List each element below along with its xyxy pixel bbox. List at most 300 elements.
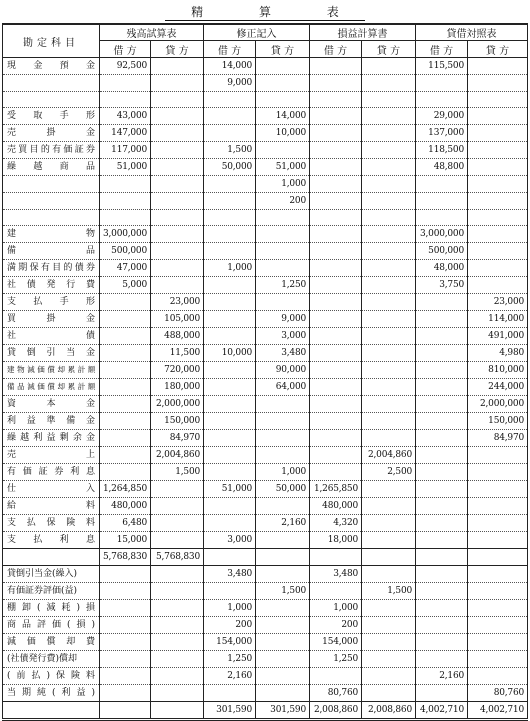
bs-credit-cell xyxy=(468,498,528,515)
is-credit-cell xyxy=(362,328,416,345)
bs-debit-cell xyxy=(416,396,468,413)
bs-credit-cell xyxy=(468,651,528,668)
table-row xyxy=(3,92,528,108)
bs-credit-cell: 491,000 xyxy=(468,328,528,345)
is-debit-cell xyxy=(310,277,362,294)
adj-credit-cell xyxy=(256,294,310,311)
adj-debit-cell: 2,160 xyxy=(204,668,256,685)
account-name-cell: 給料 xyxy=(3,498,100,515)
is-debit-cell xyxy=(310,345,362,362)
adj-credit-cell: 51,000 xyxy=(256,159,310,176)
adj-debit-cell xyxy=(204,379,256,396)
credit-header: 貸 方 xyxy=(151,41,204,58)
credit-header: 貸 方 xyxy=(468,41,528,58)
tb-debit-cell: 6,480 xyxy=(100,515,151,532)
is-credit-cell: 2,004,860 xyxy=(362,447,416,464)
is-credit-cell xyxy=(362,549,416,566)
table-row xyxy=(3,243,528,260)
tb-debit-cell xyxy=(100,634,151,651)
adj-debit-cell: 50,000 xyxy=(204,159,256,176)
bs-credit-cell xyxy=(468,92,528,108)
account-name-cell: 現金預金 xyxy=(3,58,100,75)
bs-credit-cell: 4,002,710 xyxy=(468,702,528,720)
bs-credit-cell xyxy=(468,58,528,75)
tb-debit-cell xyxy=(100,447,151,464)
is-debit-cell xyxy=(310,260,362,277)
account-name-cell: 棚卸(減耗)損 xyxy=(3,600,100,617)
table-row xyxy=(3,685,528,702)
is-credit-cell xyxy=(362,345,416,362)
tb-credit-cell xyxy=(151,651,204,668)
adj-debit-cell: 200 xyxy=(204,617,256,634)
adj-credit-cell xyxy=(256,532,310,549)
adj-debit-cell: 1,250 xyxy=(204,651,256,668)
is-credit-cell xyxy=(362,176,416,193)
adj-debit-cell: 10,000 xyxy=(204,345,256,362)
tb-credit-cell xyxy=(151,668,204,685)
tb-credit-cell xyxy=(151,176,204,193)
tb-credit-cell xyxy=(151,125,204,142)
account-name-cell: 仕入 xyxy=(3,481,100,498)
tb-debit-cell: 3,000,000 xyxy=(100,226,151,243)
adj-credit-cell xyxy=(256,566,310,583)
adj-debit-cell xyxy=(204,210,256,226)
debit-header: 借 方 xyxy=(204,41,256,58)
bs-credit-cell xyxy=(468,260,528,277)
is-debit-cell xyxy=(310,447,362,464)
adj-credit-cell xyxy=(256,210,310,226)
account-name-cell: 繰越利益剰余金 xyxy=(3,430,100,447)
account-name-cell: 買掛金 xyxy=(3,311,100,328)
table-row xyxy=(3,108,528,125)
account-name-cell xyxy=(3,549,100,566)
table-row xyxy=(3,142,528,159)
table-row xyxy=(3,75,528,92)
adj-credit-cell: 14,000 xyxy=(256,108,310,125)
is-debit-cell: 18,000 xyxy=(310,532,362,549)
tb-debit-cell xyxy=(100,75,151,92)
is-credit-cell xyxy=(362,58,416,75)
bs-debit-cell xyxy=(416,311,468,328)
is-credit-cell xyxy=(362,311,416,328)
tb-debit-cell xyxy=(100,413,151,430)
is-credit-cell xyxy=(362,532,416,549)
table-row xyxy=(3,651,528,668)
is-credit-cell xyxy=(362,226,416,243)
is-debit-cell: 80,760 xyxy=(310,685,362,702)
account-name-cell: 繰越商品 xyxy=(3,159,100,176)
table-row xyxy=(3,396,528,413)
bs-credit-cell xyxy=(468,515,528,532)
adj-credit-cell xyxy=(256,75,310,92)
tb-credit-cell xyxy=(151,226,204,243)
bs-credit-cell xyxy=(468,193,528,210)
income-statement-header: 損益計算書 xyxy=(310,24,416,41)
account-name-cell: 備品減価償却累計額 xyxy=(3,379,100,396)
table-row xyxy=(3,125,528,142)
account-name-cell: (前払)保険料 xyxy=(3,668,100,685)
bs-debit-cell xyxy=(416,92,468,108)
bs-credit-cell xyxy=(468,142,528,159)
bs-credit-cell: 244,000 xyxy=(468,379,528,396)
bs-credit-cell xyxy=(468,108,528,125)
adj-debit-cell xyxy=(204,193,256,210)
adj-credit-cell xyxy=(256,92,310,108)
tb-credit-cell: 180,000 xyxy=(151,379,204,396)
tb-debit-cell xyxy=(100,617,151,634)
is-credit-cell: 2,008,860 xyxy=(362,702,416,720)
bs-debit-cell xyxy=(416,583,468,600)
is-credit-cell xyxy=(362,277,416,294)
tb-credit-cell xyxy=(151,142,204,159)
bs-debit-cell xyxy=(416,210,468,226)
adj-credit-cell: 90,000 xyxy=(256,362,310,379)
tb-credit-cell: 150,000 xyxy=(151,413,204,430)
bs-debit-cell: 115,500 xyxy=(416,58,468,75)
adj-debit-cell xyxy=(204,498,256,515)
tb-credit-cell: 105,000 xyxy=(151,311,204,328)
tb-debit-cell xyxy=(100,600,151,617)
tb-credit-cell xyxy=(151,481,204,498)
tb-debit-cell: 47,000 xyxy=(100,260,151,277)
bs-credit-cell xyxy=(468,243,528,260)
adj-debit-cell xyxy=(204,294,256,311)
is-debit-cell xyxy=(310,92,362,108)
tb-debit-cell xyxy=(100,294,151,311)
tb-credit-cell xyxy=(151,210,204,226)
adj-credit-cell xyxy=(256,651,310,668)
is-debit-cell xyxy=(310,362,362,379)
adj-credit-cell: 2,160 xyxy=(256,515,310,532)
bs-credit-cell xyxy=(468,125,528,142)
table-row xyxy=(3,549,528,566)
adj-debit-cell xyxy=(204,515,256,532)
account-name-cell: 売買目的有価証券 xyxy=(3,142,100,159)
is-debit-cell: 2,008,860 xyxy=(310,702,362,720)
bs-debit-cell xyxy=(416,379,468,396)
adj-debit-cell xyxy=(204,226,256,243)
table-row xyxy=(3,498,528,515)
is-credit-cell xyxy=(362,260,416,277)
is-credit-cell xyxy=(362,566,416,583)
bs-debit-cell: 48,800 xyxy=(416,159,468,176)
tb-debit-cell xyxy=(100,362,151,379)
bs-debit-cell xyxy=(416,447,468,464)
is-debit-cell: 1,000 xyxy=(310,600,362,617)
bs-debit-cell xyxy=(416,651,468,668)
bs-credit-cell: 150,000 xyxy=(468,413,528,430)
adj-credit-cell: 301,590 xyxy=(256,702,310,720)
debit-header: 借 方 xyxy=(100,41,151,58)
adj-credit-cell: 1,000 xyxy=(256,176,310,193)
is-credit-cell xyxy=(362,294,416,311)
is-debit-cell xyxy=(310,193,362,210)
adj-debit-cell xyxy=(204,396,256,413)
adj-debit-cell xyxy=(204,311,256,328)
bs-debit-cell xyxy=(416,362,468,379)
tb-credit-cell xyxy=(151,532,204,549)
tb-credit-cell xyxy=(151,600,204,617)
bs-debit-cell xyxy=(416,176,468,193)
tb-credit-cell: 488,000 xyxy=(151,328,204,345)
bs-credit-cell: 810,000 xyxy=(468,362,528,379)
adj-credit-cell: 200 xyxy=(256,193,310,210)
table-row xyxy=(3,260,528,277)
adj-credit-cell xyxy=(256,430,310,447)
is-credit-cell: 1,500 xyxy=(362,583,416,600)
tb-debit-cell xyxy=(100,430,151,447)
is-credit-cell xyxy=(362,685,416,702)
bs-credit-cell xyxy=(468,634,528,651)
bs-credit-cell xyxy=(468,481,528,498)
is-credit-cell xyxy=(362,243,416,260)
is-debit-cell xyxy=(310,413,362,430)
bs-debit-cell xyxy=(416,464,468,481)
bs-debit-cell xyxy=(416,566,468,583)
account-name-cell: 支払保険料 xyxy=(3,515,100,532)
is-credit-cell xyxy=(362,668,416,685)
tb-debit-cell: 1,264,850 xyxy=(100,481,151,498)
tb-credit-cell xyxy=(151,498,204,515)
trial-balance-header: 残高試算表 xyxy=(100,24,204,41)
bs-credit-cell xyxy=(468,226,528,243)
adj-credit-cell: 9,000 xyxy=(256,311,310,328)
tb-credit-cell xyxy=(151,685,204,702)
tb-debit-cell: 500,000 xyxy=(100,243,151,260)
is-credit-cell xyxy=(362,396,416,413)
adj-debit-cell xyxy=(204,362,256,379)
bs-credit-cell xyxy=(468,566,528,583)
bs-debit-cell: 500,000 xyxy=(416,243,468,260)
bs-debit-cell xyxy=(416,75,468,92)
table-row xyxy=(3,176,528,193)
account-name-cell xyxy=(3,75,100,92)
adj-credit-cell: 1,500 xyxy=(256,583,310,600)
is-debit-cell: 1,250 xyxy=(310,651,362,668)
adj-credit-cell: 3,480 xyxy=(256,345,310,362)
adj-credit-cell xyxy=(256,396,310,413)
is-credit-cell xyxy=(362,193,416,210)
tb-credit-cell xyxy=(151,260,204,277)
tb-credit-cell xyxy=(151,58,204,75)
adj-credit-cell: 3,000 xyxy=(256,328,310,345)
tb-credit-cell xyxy=(151,243,204,260)
bs-credit-cell xyxy=(468,447,528,464)
bs-credit-cell: 84,970 xyxy=(468,430,528,447)
account-name-cell: 貸倒引当金(繰入) xyxy=(3,566,100,583)
is-debit-cell xyxy=(310,549,362,566)
tb-credit-cell xyxy=(151,75,204,92)
adj-debit-cell xyxy=(204,549,256,566)
adj-credit-cell xyxy=(256,260,310,277)
is-credit-cell xyxy=(362,515,416,532)
table-row xyxy=(3,464,528,481)
adj-credit-cell xyxy=(256,668,310,685)
is-debit-cell: 154,000 xyxy=(310,634,362,651)
adj-debit-cell xyxy=(204,125,256,142)
is-credit-cell xyxy=(362,362,416,379)
is-credit-cell xyxy=(362,498,416,515)
table-row xyxy=(3,311,528,328)
tb-debit-cell: 117,000 xyxy=(100,142,151,159)
is-debit-cell xyxy=(310,243,362,260)
bs-debit-cell xyxy=(416,345,468,362)
account-name-cell xyxy=(3,702,100,720)
bs-credit-cell xyxy=(468,549,528,566)
is-credit-cell xyxy=(362,481,416,498)
tb-debit-cell xyxy=(100,92,151,108)
bs-credit-cell xyxy=(468,532,528,549)
tb-credit-cell xyxy=(151,515,204,532)
bs-debit-cell xyxy=(416,413,468,430)
adj-debit-cell xyxy=(204,328,256,345)
is-debit-cell xyxy=(310,108,362,125)
tb-credit-cell: 11,500 xyxy=(151,345,204,362)
account-name-cell: (社債発行費)償却 xyxy=(3,651,100,668)
adj-credit-cell: 50,000 xyxy=(256,481,310,498)
bs-debit-cell xyxy=(416,328,468,345)
is-credit-cell: 2,500 xyxy=(362,464,416,481)
tb-debit-cell: 15,000 xyxy=(100,532,151,549)
table-row xyxy=(3,617,528,634)
tb-debit-cell: 43,000 xyxy=(100,108,151,125)
bs-debit-cell: 29,000 xyxy=(416,108,468,125)
account-name-cell: 貸倒引当金 xyxy=(3,345,100,362)
tb-credit-cell: 1,500 xyxy=(151,464,204,481)
adj-credit-cell: 10,000 xyxy=(256,125,310,142)
table-row xyxy=(3,226,528,243)
is-debit-cell xyxy=(310,396,362,413)
bs-debit-cell xyxy=(416,549,468,566)
adj-debit-cell: 3,480 xyxy=(204,566,256,583)
table-row xyxy=(3,634,528,651)
table-row xyxy=(3,566,528,583)
bs-debit-cell: 4,002,710 xyxy=(416,702,468,720)
tb-credit-cell xyxy=(151,583,204,600)
table-row xyxy=(3,328,528,345)
is-debit-cell xyxy=(310,58,362,75)
is-debit-cell xyxy=(310,379,362,396)
is-debit-cell: 1,265,850 xyxy=(310,481,362,498)
tb-debit-cell xyxy=(100,345,151,362)
table-row xyxy=(3,447,528,464)
header-group-row xyxy=(3,24,528,41)
adj-credit-cell: 1,000 xyxy=(256,464,310,481)
is-credit-cell xyxy=(362,210,416,226)
account-name-cell xyxy=(3,210,100,226)
adj-debit-cell: 51,000 xyxy=(204,481,256,498)
is-credit-cell xyxy=(362,159,416,176)
is-credit-cell xyxy=(362,75,416,92)
adj-debit-cell xyxy=(204,583,256,600)
is-credit-cell xyxy=(362,379,416,396)
account-name-cell: 利益準備金 xyxy=(3,413,100,430)
adj-debit-cell xyxy=(204,464,256,481)
tb-credit-cell: 84,970 xyxy=(151,430,204,447)
is-debit-cell xyxy=(310,668,362,685)
bs-debit-cell: 3,000,000 xyxy=(416,226,468,243)
tb-credit-cell: 5,768,830 xyxy=(151,549,204,566)
is-debit-cell xyxy=(310,226,362,243)
tb-debit-cell: 147,000 xyxy=(100,125,151,142)
table-row xyxy=(3,379,528,396)
balance-sheet-header: 貸借対照表 xyxy=(416,24,528,41)
tb-debit-cell xyxy=(100,176,151,193)
adj-debit-cell xyxy=(204,447,256,464)
is-debit-cell xyxy=(310,583,362,600)
adj-credit-cell xyxy=(256,617,310,634)
table-row xyxy=(3,159,528,176)
account-name-cell: 減価償却費 xyxy=(3,634,100,651)
bs-debit-cell xyxy=(416,617,468,634)
table-row xyxy=(3,210,528,226)
is-credit-cell xyxy=(362,413,416,430)
tb-debit-cell xyxy=(100,210,151,226)
adj-credit-cell xyxy=(256,498,310,515)
tb-credit-cell: 2,004,860 xyxy=(151,447,204,464)
bs-debit-cell xyxy=(416,515,468,532)
account-name-cell: 備品 xyxy=(3,243,100,260)
bs-debit-cell: 48,000 xyxy=(416,260,468,277)
is-debit-cell: 200 xyxy=(310,617,362,634)
tb-debit-cell xyxy=(100,566,151,583)
adj-debit-cell: 1,000 xyxy=(204,600,256,617)
tb-debit-cell xyxy=(100,396,151,413)
is-credit-cell xyxy=(362,651,416,668)
tb-debit-cell xyxy=(100,311,151,328)
adj-credit-cell xyxy=(256,634,310,651)
tb-debit-cell xyxy=(100,668,151,685)
tb-debit-cell xyxy=(100,685,151,702)
account-name-cell xyxy=(3,176,100,193)
table-row xyxy=(3,193,528,210)
is-debit-cell xyxy=(310,430,362,447)
account-name-cell: 支払利息 xyxy=(3,532,100,549)
table-row xyxy=(3,294,528,311)
tb-credit-cell xyxy=(151,566,204,583)
adj-credit-cell xyxy=(256,447,310,464)
bs-credit-cell xyxy=(468,176,528,193)
bs-debit-cell xyxy=(416,600,468,617)
adj-credit-cell xyxy=(256,549,310,566)
is-credit-cell xyxy=(362,108,416,125)
table-row xyxy=(3,532,528,549)
account-name-cell: 売上 xyxy=(3,447,100,464)
table-row xyxy=(3,58,528,75)
bs-credit-cell xyxy=(468,583,528,600)
adj-debit-cell: 14,000 xyxy=(204,58,256,75)
adj-credit-cell xyxy=(256,413,310,430)
account-name-cell xyxy=(3,92,100,108)
tb-debit-cell: 51,000 xyxy=(100,159,151,176)
is-debit-cell xyxy=(310,210,362,226)
adj-debit-cell xyxy=(204,108,256,125)
adj-debit-cell: 154,000 xyxy=(204,634,256,651)
bs-debit-cell xyxy=(416,481,468,498)
adj-debit-cell: 9,000 xyxy=(204,75,256,92)
is-debit-cell xyxy=(310,328,362,345)
tb-debit-cell xyxy=(100,464,151,481)
bs-credit-cell xyxy=(468,464,528,481)
tb-debit-cell: 92,500 xyxy=(100,58,151,75)
bs-credit-cell xyxy=(468,75,528,92)
adj-credit-cell: 1,250 xyxy=(256,277,310,294)
adj-debit-cell xyxy=(204,413,256,430)
bs-credit-cell xyxy=(468,159,528,176)
account-name-cell: 売掛金 xyxy=(3,125,100,142)
bs-debit-cell xyxy=(416,193,468,210)
is-credit-cell xyxy=(362,142,416,159)
